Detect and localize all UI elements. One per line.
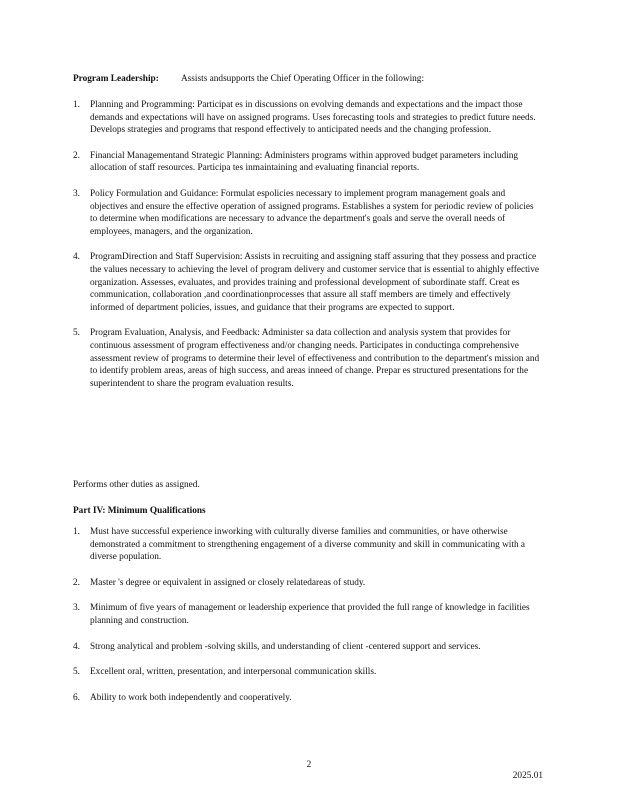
list-item-text: Master 's degree or equivalent in assigned or closely relatedareas of study. — [90, 577, 366, 588]
list-item-text: ProgramDirection and Staff Supervision: Assists in recruiting and assigning staff assuring that they possess and practice the values necessary to achieving the level of program delivery and customer service that is essential to ahighly effective organization. Assesses, evaluates, and provides training and professional development of subordinate staff. Creat es communication, collaboration ,and coordinationprocesses that assure all staff members are timely and effectively informed of department policies, issues, and guidance that their programs are expected to support. — [90, 252, 540, 313]
list-item-text: Minimum of five years of management or leadership experience that provided the full range of knowledge in facilities planning and construction. — [90, 603, 530, 626]
program-leadership-intro: Assists andsupports the Chief Operating Officer in the following: — [180, 74, 425, 84]
leadership-duties-list — [73, 99, 543, 390]
list-item — [73, 641, 543, 654]
list-item-number: 5. — [73, 328, 80, 339]
list-item-number: 3. — [73, 603, 80, 614]
list-item — [73, 666, 543, 679]
part-four-heading: Part IV: Minimum Qualifications — [73, 506, 206, 516]
list-item — [73, 602, 543, 627]
list-item — [73, 327, 543, 390]
document-date: 2025.01 — [512, 771, 543, 781]
list-item — [73, 150, 543, 175]
list-item — [73, 692, 543, 705]
list-item-text: Financial Managementand Strategic Planning: Administers programs within approved budget parameters including allocation of staff resources. Participa tes inmaintaining and evaluating financial reports. — [90, 150, 519, 174]
other-duties-line: Performs other duties as assigned. — [73, 480, 200, 490]
list-item-text: Policy Formulation and Guidance: Formulat espolicies necessary to implement program management goals and objectives and ensure the effective operation of assigned programs. Establishes a system for periodic review of policies to determine when modifications are necessary to advance the department's goals and serve the overall needs of employees, managers, and the organization. — [90, 188, 534, 237]
program-leadership-line — [73, 73, 543, 86]
list-item-number: 1. — [73, 100, 80, 110]
list-item-number: 4. — [73, 252, 80, 263]
list-item-number: 2. — [73, 577, 80, 588]
list-item — [73, 99, 543, 137]
qualifications-list — [73, 526, 543, 704]
list-item-number: 1. — [73, 527, 80, 537]
list-item — [73, 577, 543, 590]
list-item — [73, 526, 543, 564]
list-item-number: 3. — [73, 188, 80, 199]
list-item-number: 4. — [73, 641, 80, 652]
list-item — [73, 251, 543, 314]
page-number: 2 — [306, 760, 312, 770]
list-item — [73, 188, 543, 238]
list-item-text: Excellent oral, written, presentation, and interpersonal communication skills. — [90, 667, 377, 678]
list-item-text: Program Evaluation, Analysis, and Feedback: Administer sa data collection and analysis system that provides for continuous assessment of program effectiveness and/or changing needs. Participates in conductinga comprehensive assessment review of programs to determine their level of effectiveness and contribution to the department's mission and to identify problem areas, areas of high success, and areas inneed of change. Prepar es structured presentations for the superintendent to share the program evaluation results. — [90, 328, 540, 389]
program-leadership-heading: Program Leadership: — [73, 74, 159, 84]
list-item-number: 2. — [73, 150, 80, 161]
list-item-text: Ability to work both independently and cooperatively. — [90, 692, 292, 703]
list-item-text: Strong analytical and problem -solving skills, and understanding of client -centered support and services. — [90, 641, 481, 652]
list-item-text: Planning and Programming: Participat es in discussions on evolving demands and expectations and the impact those demands and expectations will have on assigned programs. Uses forecasting tools and strategies to predict future needs. Develops strategies and programs that respond effectively to anticipated needs and the changing profession. — [90, 100, 536, 136]
list-item-text: Must have successful experience inworking with culturally diverse families and communities, or have otherwise demonstrated a commitment to strengthening engagement of a diverse community and skill in communicating with a diverse population. — [90, 527, 526, 563]
list-item-number: 6. — [73, 692, 80, 703]
list-item-number: 5. — [73, 667, 80, 678]
